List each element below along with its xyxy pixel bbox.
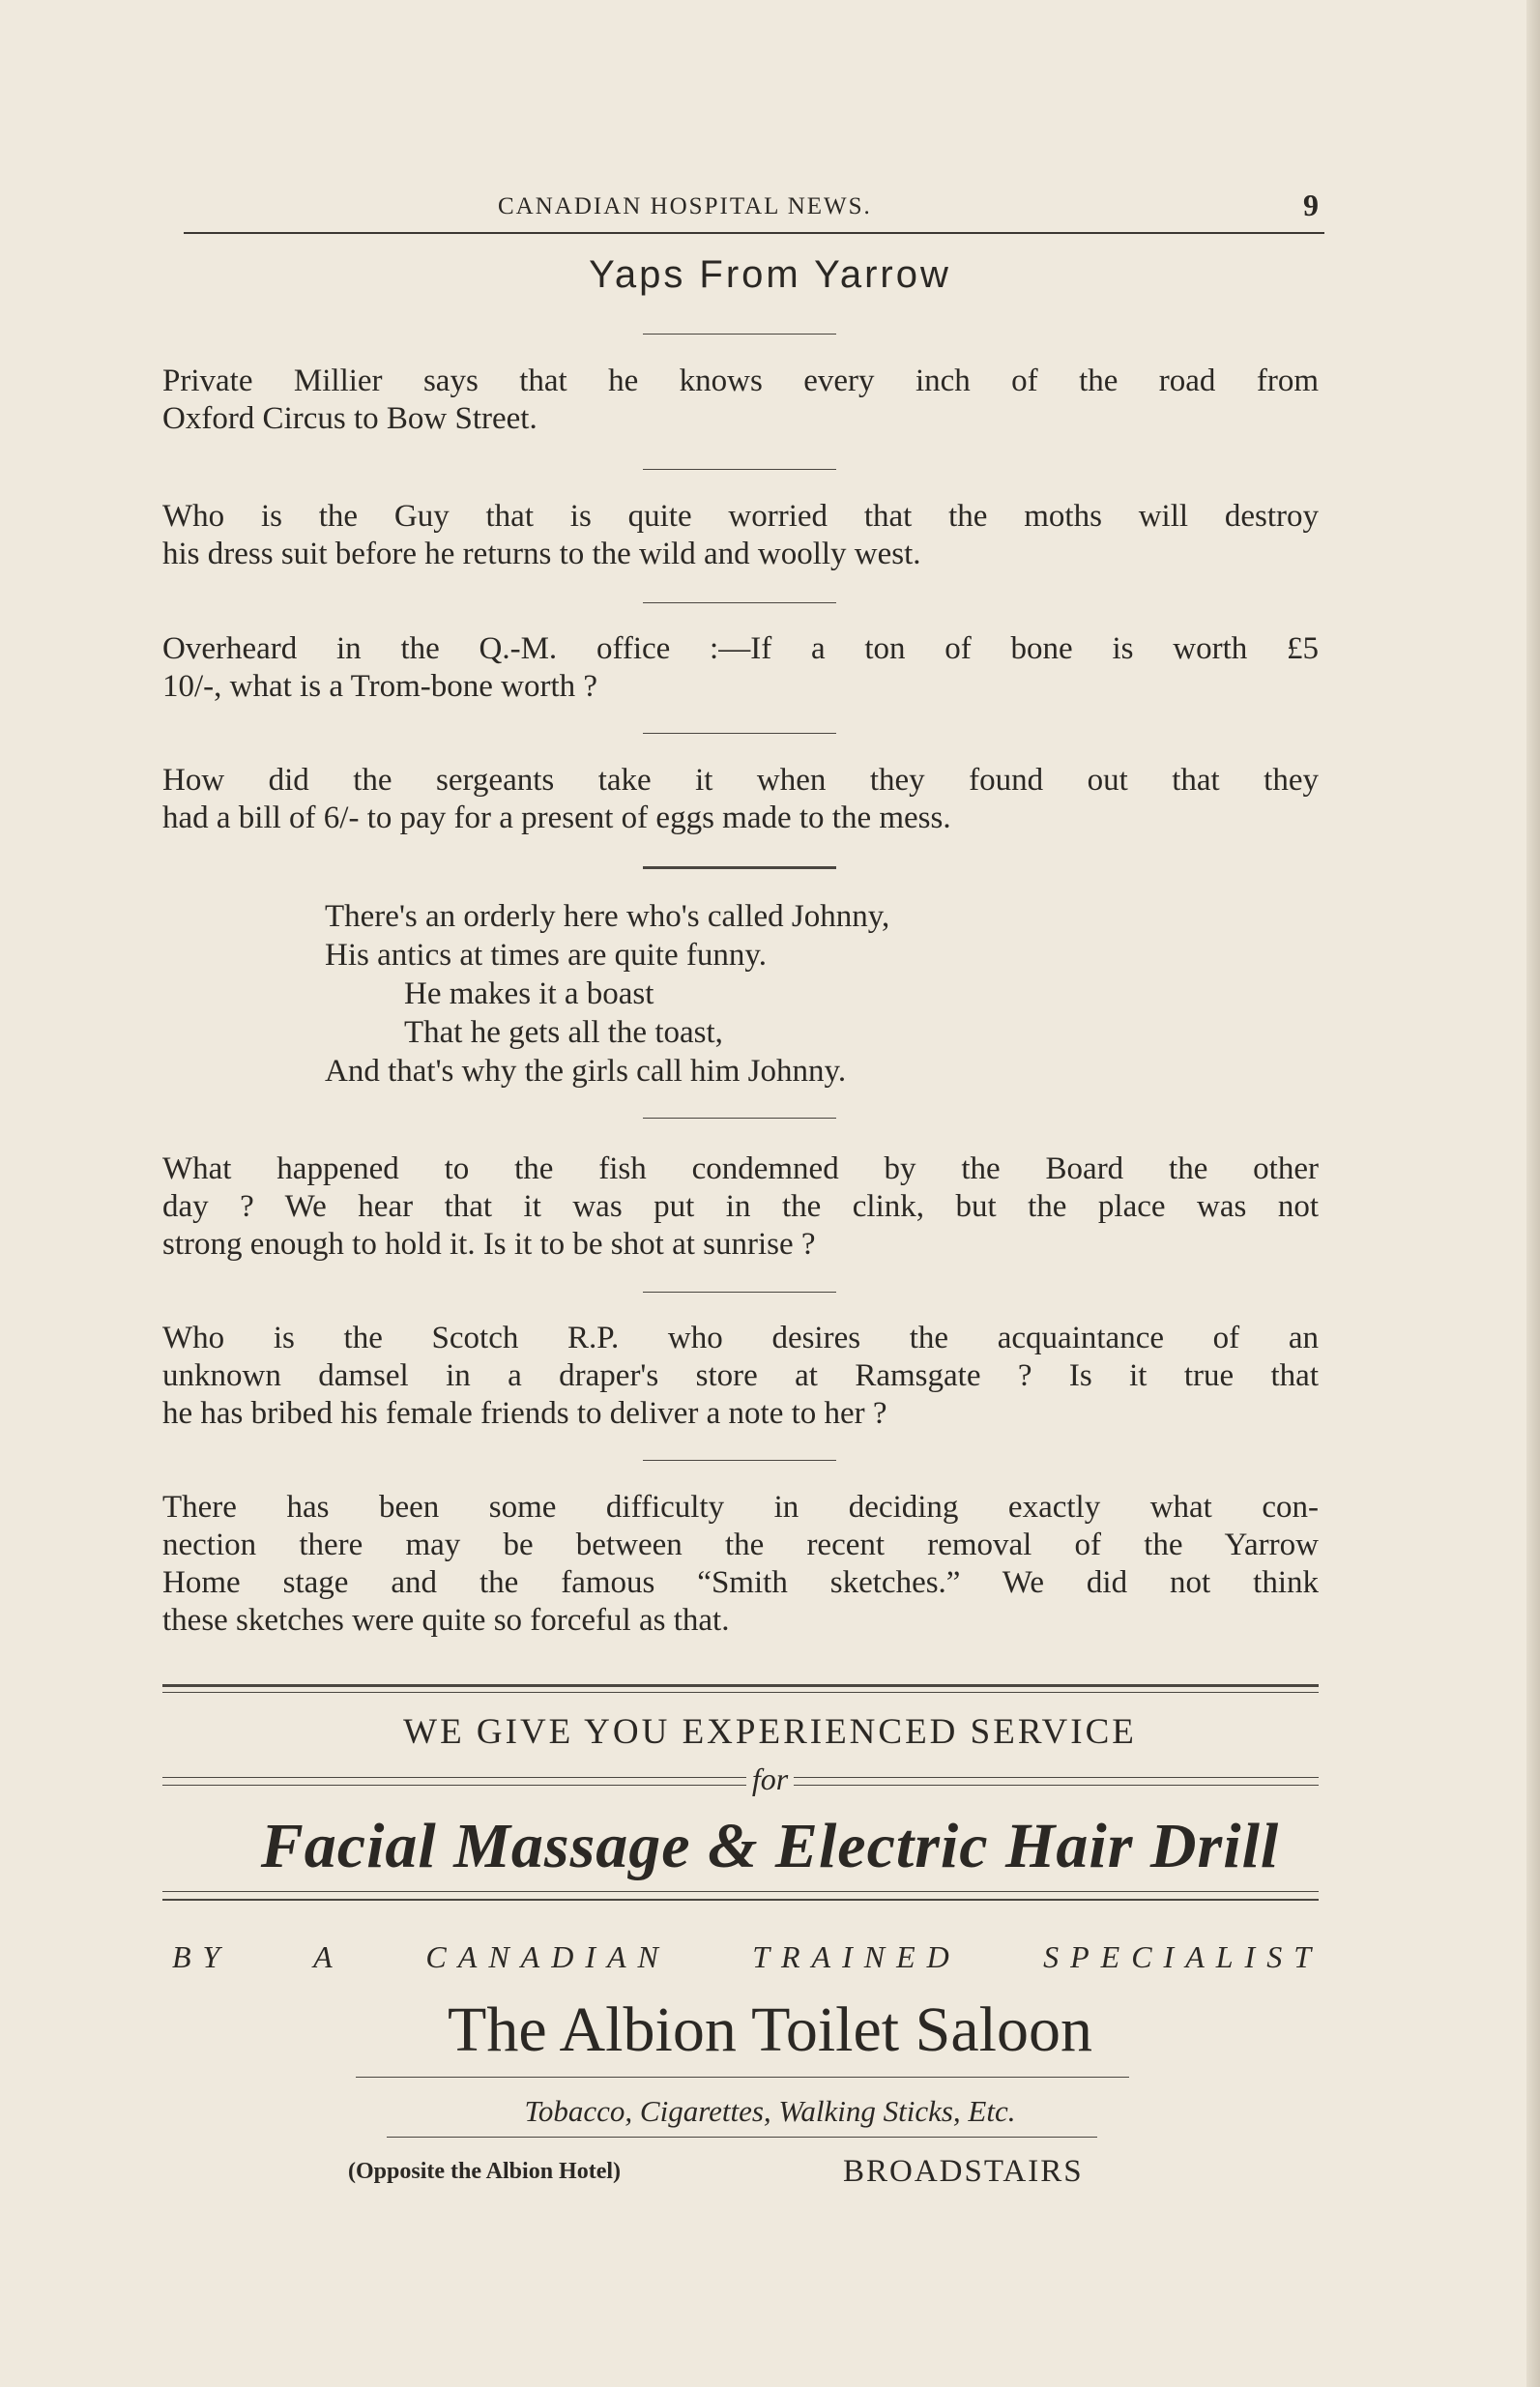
paragraph-line: unknown damsel in a draper's store at Ramsgate ? Is it true that [162,1358,1319,1393]
section-divider [643,602,836,603]
paragraph-line: nection there may be between the recent removal of the Yarrow [162,1528,1319,1562]
paragraph-line: 10/-, what is a Trom-bone worth ? [162,669,598,704]
advert-services: Facial Massage & Electric Hair Drill [260,1811,1280,1881]
verse [325,897,1195,1091]
business-name: The Albion Toilet Saloon [448,1994,1092,2065]
paragraph-2 [162,498,1319,573]
paragraph-line: What happened to the fish condemned by the Board the other [162,1151,1319,1186]
town-name: BROADSTAIRS [843,2154,1084,2189]
paragraph-5 [162,1150,1319,1264]
paragraph-line: his dress suit before he returns to the wild and woolly west. [162,537,921,571]
paragraph-7 [162,1489,1319,1640]
page-number: 9 [1303,188,1319,222]
paragraph-line: had a bill of 6/- to pay for a present of eggs made to the mess. [162,801,951,835]
article-title: Yaps From Yarrow [589,253,951,296]
verse-line: He makes it a boast [404,976,654,1011]
advert-connector [0,1761,1540,1797]
verse-line: There's an orderly here who's called Johnny, [325,899,890,934]
paragraph-line: There has been some difficulty in deciding exactly what con- [162,1490,1319,1525]
paragraph-line: Who is the Guy that is quite worried that the moths will destroy [162,499,1319,534]
paragraph-line: day ? We hear that it was put in the clink, but the place was not [162,1189,1319,1224]
paragraph-line: Oxford Circus to Bow Street. [162,401,538,436]
location-note: (Opposite the Albion Hotel) [348,2159,622,2184]
section-divider [643,733,836,734]
section-divider [643,1460,836,1461]
paragraph-line: Overheard in the Q.-M. office :—If a ton of bone is worth £5 [162,631,1319,666]
paragraph-line: strong enough to hold it. Is it to be shot at sunrise ? [162,1227,816,1262]
advert-top-rule-thin [162,1692,1319,1693]
paragraph-line: How did the sergeants take it when they found out that they [162,763,1319,798]
advert-top-rule [162,1684,1319,1687]
verse-line: His antics at times are quite funny. [325,938,767,973]
paragraph-3 [162,630,1319,706]
goods-underline [387,2137,1097,2138]
section-divider [643,1118,836,1119]
paragraph-line: these sketches were quite so forceful as that. [162,1603,730,1638]
verse-line: That he gets all the toast, [404,1015,723,1050]
section-divider [643,469,836,470]
paragraph-4 [162,762,1319,837]
advert-goods: Tobacco, Cigarettes, Walking Sticks, Etc. [524,2094,1016,2128]
business-name-underline [356,2077,1129,2078]
section-divider [643,866,836,869]
paragraph-1 [162,363,1319,438]
paragraph-line: Private Millier says that he knows every inch of the road from [162,364,1319,398]
running-title: CANADIAN HOSPITAL NEWS. [498,193,872,219]
paragraph-6 [162,1320,1319,1433]
services-rule-upper [162,1891,1319,1892]
verse-line: And that's why the girls call him Johnny. [325,1054,847,1089]
paragraph-line: he has bribed his female friends to deliver a note to her ? [162,1396,887,1431]
advert-headline: WE GIVE YOU EXPERIENCED SERVICE [403,1712,1137,1752]
services-rule-lower [162,1899,1319,1901]
running-header [184,189,1324,234]
paragraph-line: Home stage and the famous “Smith sketches.” We did not think [162,1565,1319,1600]
advert-specialist: BY A CANADIAN TRAINED SPECIALIST [172,1939,1322,1974]
paragraph-line: Who is the Scotch R.P. who desires the acquaintance of an [162,1321,1319,1355]
title-underline [643,334,836,335]
section-divider [643,1292,836,1293]
advert-connector-text: for [746,1761,794,1796]
